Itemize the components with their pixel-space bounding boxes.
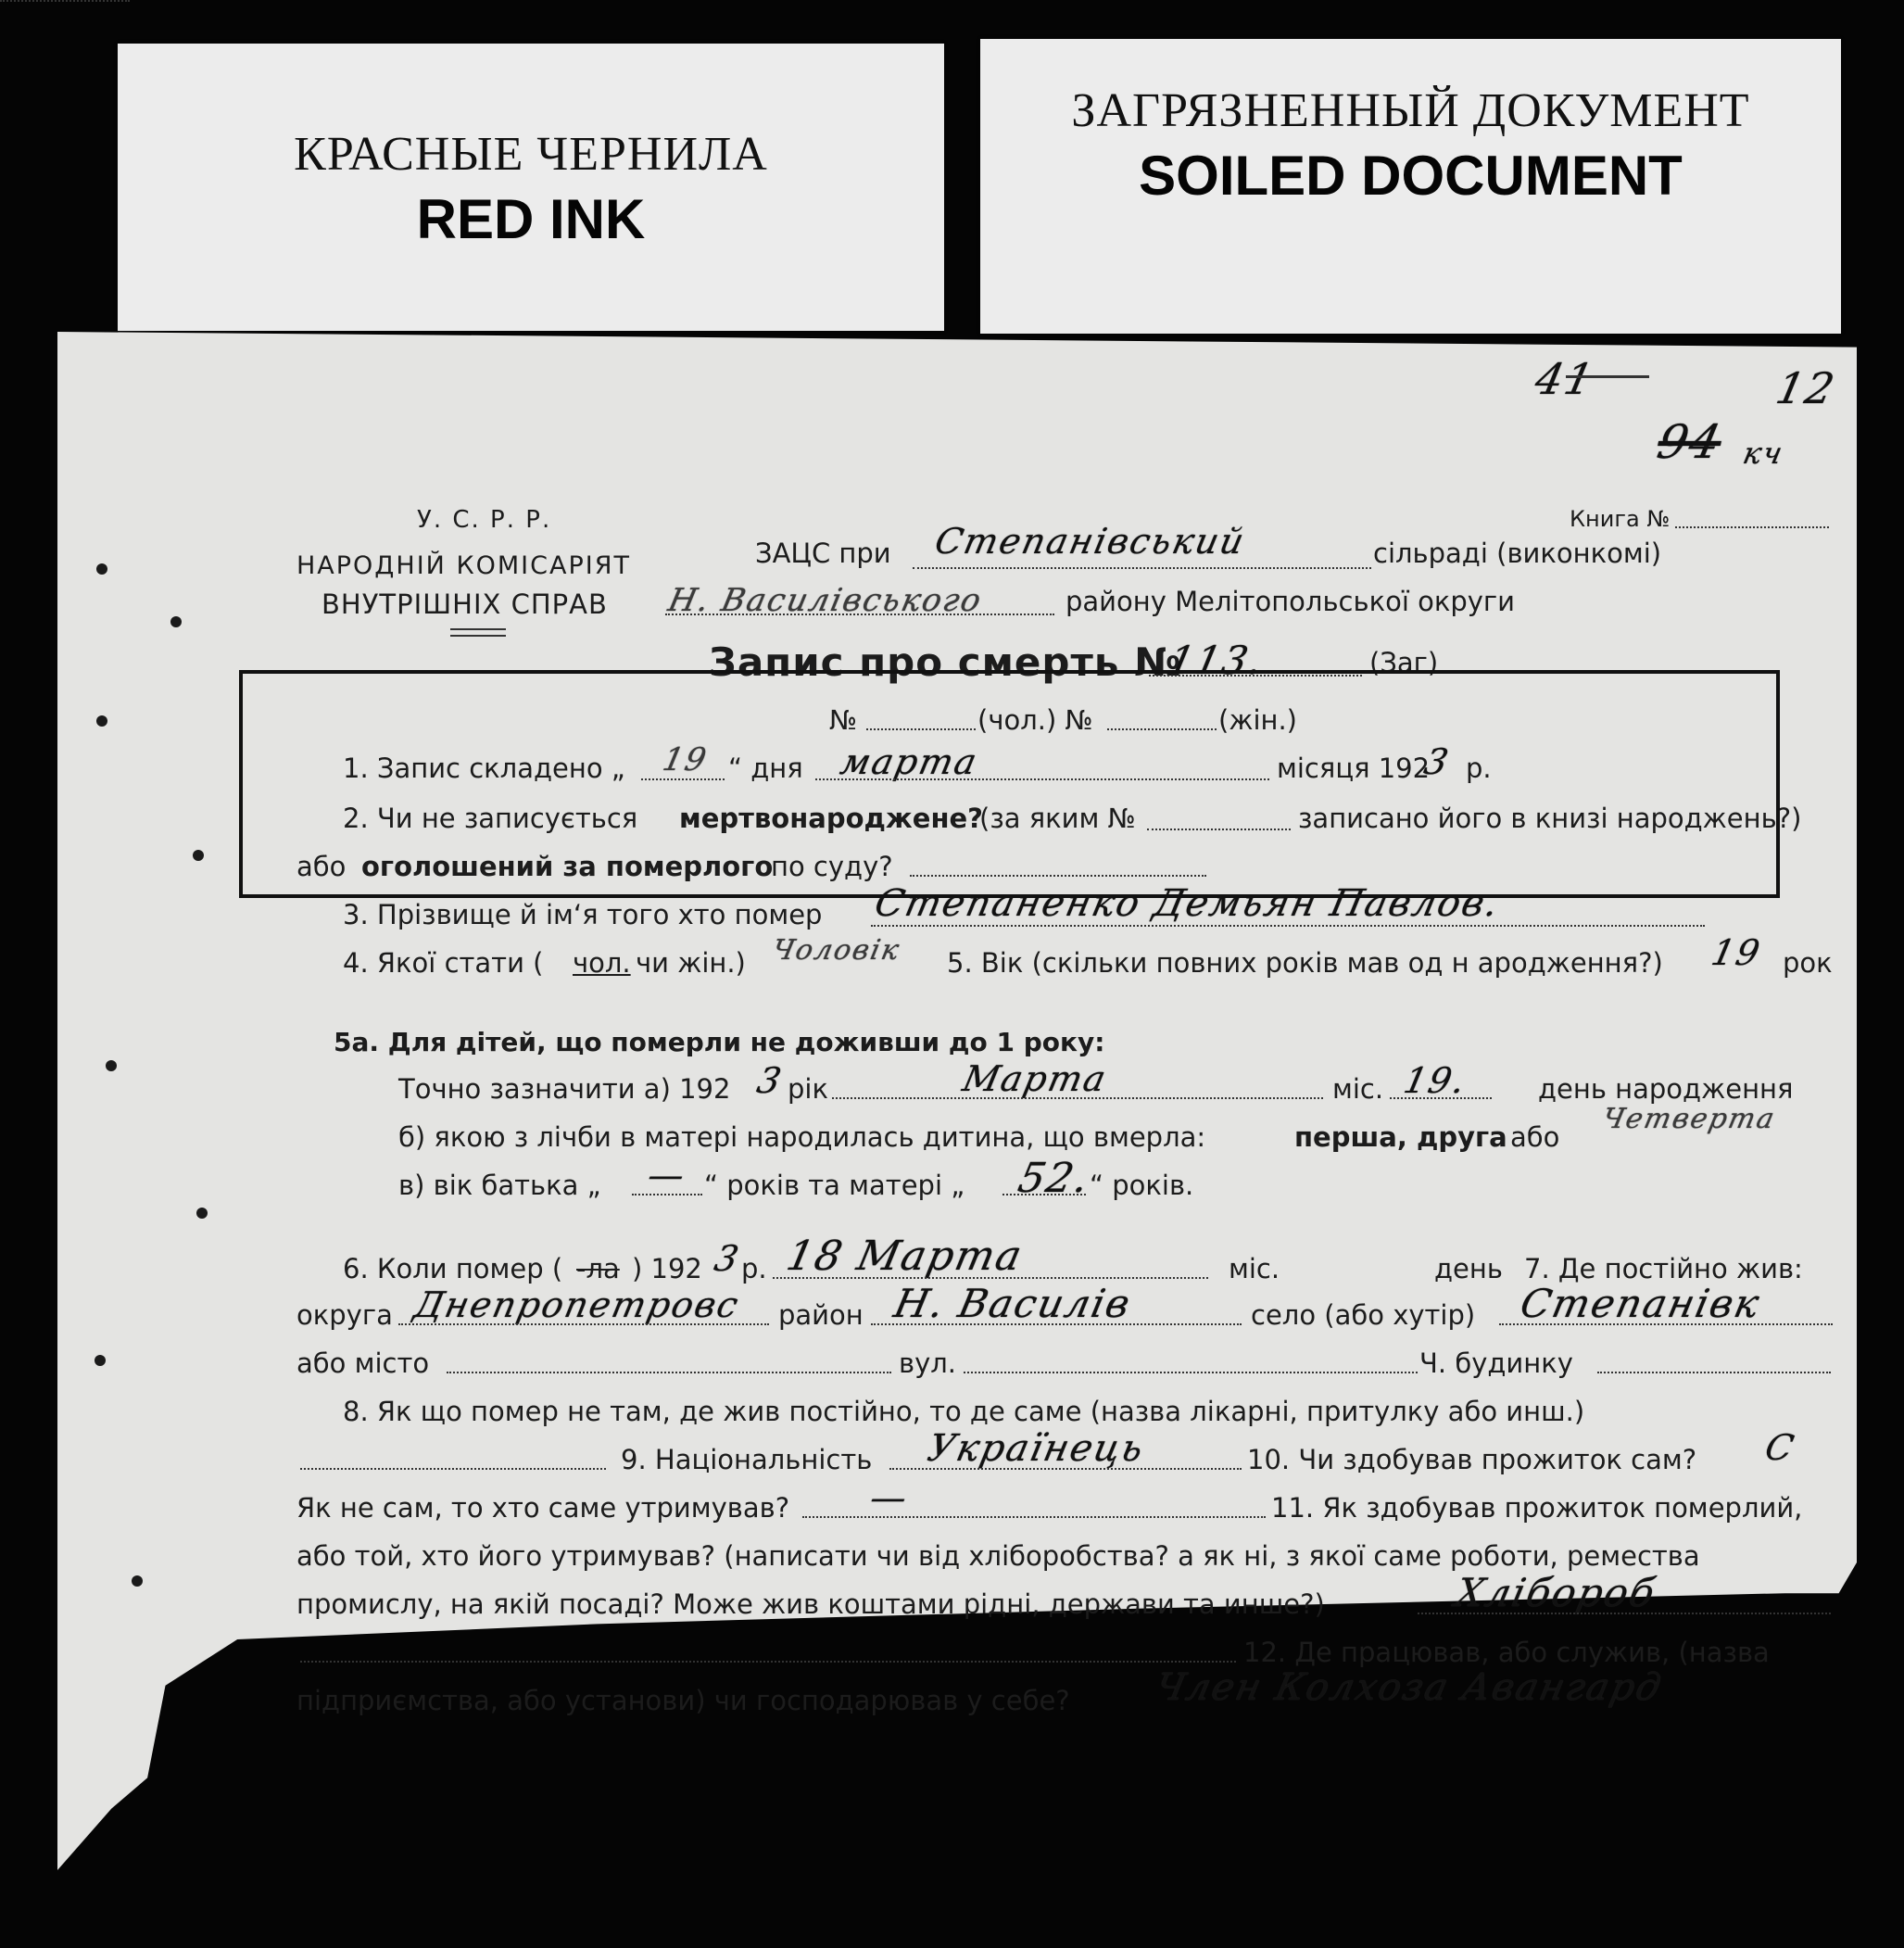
street-blank	[964, 1372, 1418, 1373]
mother-age-blank	[1002, 1194, 1086, 1195]
number-prefix: №	[829, 704, 858, 736]
punch-hole	[196, 1208, 208, 1219]
field-2-stillborn: мертвонароджене?	[679, 803, 983, 834]
hw-year-digit: 3	[1420, 741, 1454, 782]
hw-child-day: 19.	[1400, 1060, 1471, 1101]
annotation-letters: кч	[1739, 436, 1788, 471]
surname-blank	[871, 925, 1705, 927]
hw-child-year: 3	[753, 1060, 787, 1101]
hw-day: 19	[659, 741, 712, 778]
field-5a-years-label: “ років.	[1090, 1170, 1194, 1201]
punch-hole	[106, 1060, 117, 1071]
field-5-years: рок	[1783, 947, 1833, 979]
hw-district: Н. Василівського	[664, 582, 987, 619]
field-11-line-2: або той, хто його утримував? (написати чи від хліборобства? а як ні, з якої саме роботи, ремества	[296, 1540, 1700, 1572]
punch-hole	[132, 1575, 143, 1587]
field-7-okruha-label: округа	[296, 1299, 393, 1331]
field-5a-day-label: день народження	[1538, 1073, 1794, 1105]
annotation-number-12: 12	[1772, 363, 1841, 413]
hw-surname: Степаненко Демьян Павлов.	[871, 882, 1504, 925]
header-double-rule	[450, 628, 506, 630]
field-5a-b-label: б) якою з лічби в матері народилась дитина, що вмерла:	[398, 1121, 1206, 1153]
field-1-month-label: місяця 192	[1277, 753, 1431, 784]
commissariat-line-2: ВНУТРІШНІХ СПРАВ	[322, 588, 608, 620]
zags-label: ЗАЦС при	[755, 538, 891, 569]
child-month-blank	[832, 1097, 1323, 1099]
hw-occupation: Хлібороб	[1451, 1570, 1661, 1615]
hw-okruha: Днепропетровс	[410, 1284, 744, 1325]
hw-father-age: —	[644, 1155, 690, 1195]
field-5a-title: 5а. Для дітей, що померли не доживши до 1 року:	[334, 1027, 1105, 1057]
field-6-day-label: день	[1434, 1253, 1503, 1284]
book-number-label: Книга №	[1570, 506, 1671, 532]
child-day-blank	[1390, 1097, 1492, 1099]
father-age-blank	[632, 1194, 702, 1195]
district-blank	[665, 613, 1054, 615]
field-4-female: чи жін.)	[636, 947, 746, 979]
field-7-label: 7. Де постійно жив:	[1524, 1253, 1803, 1284]
hw-self-support: С	[1761, 1427, 1799, 1468]
field-7-raion-label: район	[778, 1299, 864, 1331]
village-council-blank	[913, 567, 1371, 569]
occupation-blank-2	[300, 1661, 1236, 1663]
field-2-birth-ref: (за яким №	[979, 803, 1136, 834]
council-label: сільраді (виконкомі)	[1373, 538, 1662, 569]
house-blank	[1597, 1372, 1831, 1373]
hw-age: 19	[1708, 932, 1766, 973]
red-ink-english: RED INK	[416, 188, 646, 250]
field-5-age-label: 5. Вік (скільки повних років мав од н ародження?)	[947, 947, 1663, 979]
supporter-blank	[802, 1516, 1266, 1518]
hw-workplace: Член Колхоза Авангард	[1152, 1666, 1667, 1709]
field-7-street-label: вул.	[899, 1347, 957, 1379]
hw-raion: Н. Василів	[889, 1281, 1136, 1326]
hw-child-month: Марта	[959, 1058, 1112, 1099]
field-6-year-suffix: р.	[741, 1253, 767, 1284]
field-11-label: 11. Як здобував прожиток померлий,	[1271, 1492, 1803, 1524]
punch-hole	[96, 563, 107, 575]
field-11-line-3: промислу, на якій посаді? Може жив коштами рідні, держави та инше?)	[296, 1588, 1325, 1620]
soiled-document-russian: ЗАГРЯЗНЕННЫЙ ДОКУМЕНТ	[1071, 84, 1750, 137]
field-5a-first-second: перша, друга	[1294, 1121, 1507, 1153]
hw-death-year: 3	[711, 1238, 744, 1279]
district-label: району Мелітопольської округи	[1065, 586, 1516, 617]
red-ink-russian: КРАСНЫЕ ЧЕРНИЛА	[294, 128, 768, 181]
field-1-day-label: “ дня	[728, 753, 803, 784]
okruha-blank	[398, 1323, 769, 1325]
death-day-blank	[0, 0, 130, 2]
field-1-label: 1. Запис складено „	[343, 753, 625, 784]
field-9-label: 9. Національність	[621, 1444, 873, 1475]
hw-sex: Чоловік	[769, 934, 904, 967]
field-12-line-2: підприємства, або установи) чи господарював у себе?	[296, 1685, 1070, 1716]
field-5a-month-label: міс.	[1332, 1073, 1384, 1105]
soiled-document-english: SOILED DOCUMENT	[1139, 145, 1683, 207]
death-date-blank	[773, 1277, 1208, 1279]
field-8-label: 8. Як що помер не там, де жив постійно, то де саме (назва лікарні, притулку або инш.)	[343, 1396, 1585, 1427]
hw-mother-age: 52.	[1014, 1155, 1095, 1202]
hw-month: марта	[837, 741, 982, 782]
field-4-male-underlined: чол.	[573, 947, 631, 979]
red-ink-label-card	[118, 44, 944, 331]
annotation-number-94: 94	[1652, 415, 1727, 469]
field-6-label: 6. Коли помер (	[343, 1253, 563, 1284]
field-5a-or: або	[1510, 1121, 1560, 1153]
field-7-house-label: Ч. будинку	[1419, 1347, 1573, 1379]
field-7-city-label: або місто	[296, 1347, 430, 1379]
title-suffix: (Заг)	[1369, 647, 1439, 678]
occupation-blank	[1418, 1613, 1831, 1614]
hw-supported-by: —	[866, 1477, 913, 1518]
hw-village: Степанівк	[1516, 1281, 1765, 1326]
field-6-female-suffix: -ла	[576, 1253, 620, 1284]
commissariat-line-1: НАРОДНІЙ КОМІСАРІЯТ	[296, 551, 631, 580]
field-1-year-label: р.	[1466, 753, 1492, 784]
annotation-number-41: 41	[1531, 354, 1600, 404]
punch-hole	[193, 850, 204, 861]
form-title: Запис про смерть №	[709, 639, 1182, 685]
field-10-supporter-label: Як не сам, то хто саме утримував?	[296, 1492, 790, 1524]
hw-death-date: 18 Марта	[782, 1233, 1028, 1280]
field-2-by-court: по суду?	[771, 851, 893, 882]
field-5a-c-label: в) вік батька „	[398, 1170, 601, 1201]
soiled-document-label-card	[980, 39, 1841, 334]
field-6-year-label: ) 192	[632, 1253, 702, 1284]
field-12-label: 12. Де працював, або служив, (назва	[1243, 1637, 1770, 1668]
field-3-label: 3. Прізвище й ім‘я того хто помер	[343, 899, 823, 930]
field-5a-mother-label: “ років та матері „	[704, 1170, 965, 1201]
punch-hole	[95, 1355, 106, 1366]
book-number-blank	[1675, 526, 1829, 528]
field-2-declared-dead: оголошений за померлого	[361, 851, 774, 882]
field-2-birth-book: записано його в книзі народжень?)	[1298, 803, 1802, 834]
raion-blank	[871, 1323, 1242, 1325]
city-blank	[447, 1372, 891, 1373]
annotation-rule	[1566, 375, 1649, 378]
field-4-label: 4. Якої стати (	[343, 947, 544, 979]
republic-abbreviation: У. С. Р. Р.	[417, 506, 552, 534]
female-number-label: (жін.)	[1218, 704, 1297, 736]
field-7-village-label: село (або хутір)	[1251, 1299, 1476, 1331]
punch-hole	[96, 715, 107, 727]
infant-death-box	[239, 670, 1780, 898]
nationality-blank	[889, 1468, 1242, 1470]
place-of-death-blank	[300, 1468, 606, 1470]
hw-child-order: Четверта	[1599, 1103, 1779, 1135]
male-number-label: (чол.) №	[977, 704, 1093, 736]
header-double-rule	[450, 635, 506, 637]
hw-nationality: Українець	[924, 1427, 1149, 1470]
village-blank	[1499, 1323, 1833, 1325]
field-2-or: або	[296, 851, 347, 882]
field-2-label: 2. Чи не записується	[343, 803, 638, 834]
field-6-month-label: міс.	[1229, 1253, 1280, 1284]
hw-record-number: 113.	[1164, 638, 1268, 683]
field-10-label: 10. Чи здобував прожиток сам?	[1247, 1444, 1697, 1475]
punch-hole	[170, 616, 182, 627]
field-5a-a-label: Точно зазначити а) 192	[398, 1073, 731, 1105]
hw-village-council: Степанівський	[931, 521, 1250, 562]
field-5a-year-label: рік	[788, 1073, 828, 1105]
